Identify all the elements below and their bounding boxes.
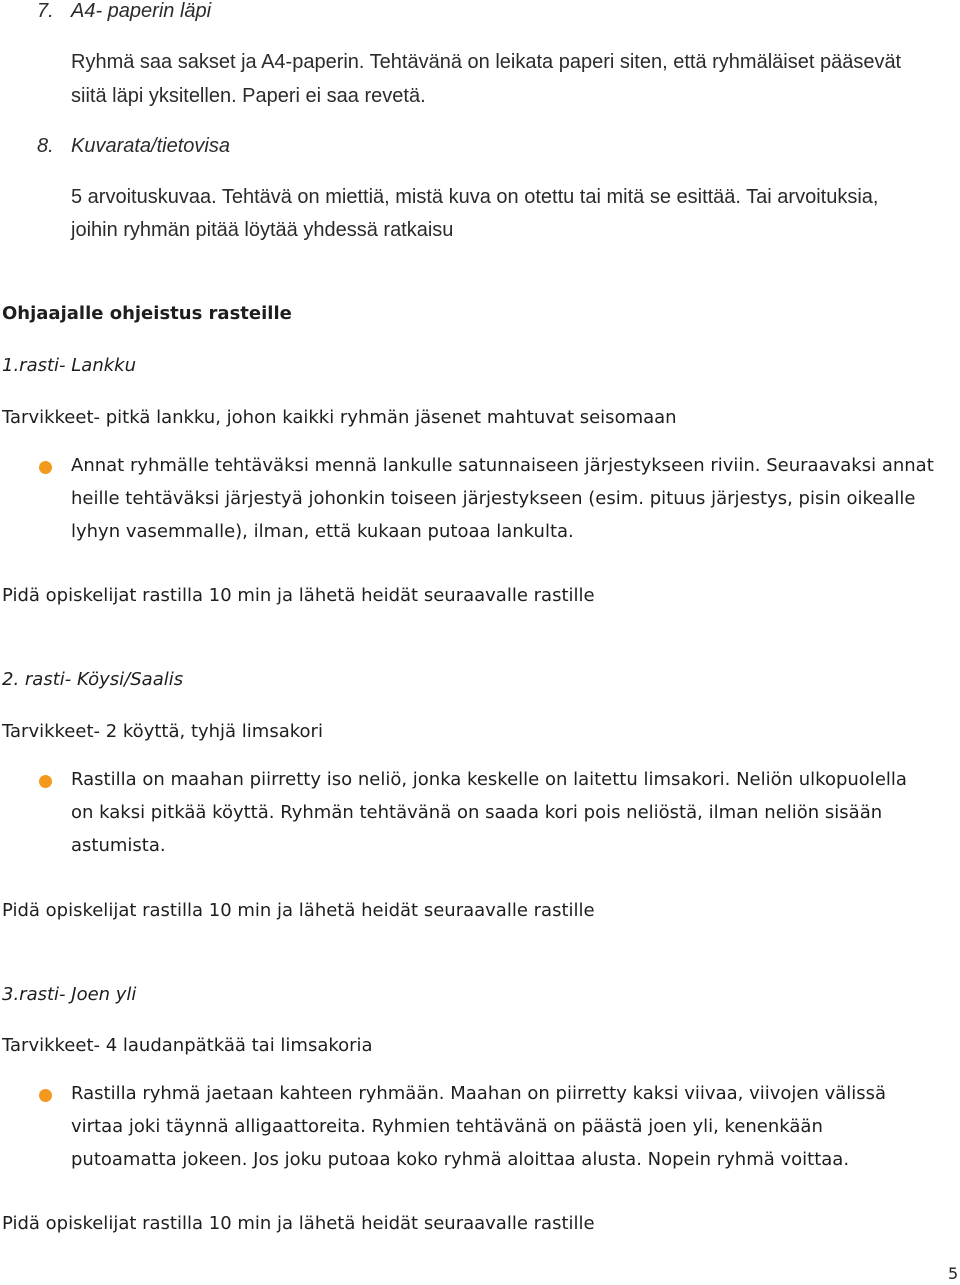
station-1-task-line-2: heille tehtäväksi järjestyä johonkin toiseen järjestykseen (esim. pituus järjestys, pisin oikealle [71, 488, 916, 509]
station-3-task-line-2: virtaa joki täynnä alligaattoreita. Ryhmien tehtävänä on päästä joen yli, kenenkään [71, 1116, 823, 1137]
list-item-8-text-line-2: joihin ryhmän pitää löytää yhdessä ratkaisu [71, 219, 454, 241]
station-3-task-line-3: putoamatta jokeen. Jos joku putoaa koko ryhmä aloittaa alusta. Nopein ryhmä voittaa. [71, 1149, 850, 1170]
station-2-task-line-3: astumista. [71, 835, 166, 856]
list-item-7-text-line-2: siitä läpi yksitellen. Paperi ei saa revetä. [71, 85, 426, 107]
station-3-note: Pidä opiskelijat rastilla 10 min ja lähetä heidät seuraavalle rastille [2, 1213, 595, 1234]
bullet-icon [39, 1089, 52, 1102]
station-2-note: Pidä opiskelijat rastilla 10 min ja lähetä heidät seuraavalle rastille [2, 900, 595, 921]
list-item-7-text-line-1: Ryhmä saa sakset ja A4-paperin. Tehtävänä on leikata paperi siten, että ryhmäläiset pääsevät [71, 51, 902, 73]
list-item-8-text-line-1: 5 arvoituskuvaa. Tehtävä on miettiä, mistä kuva on otettu tai mitä se esittää. Tai arvoituksia, [71, 186, 879, 208]
station-3-supplies: Tarvikkeet- 4 laudanpätkää tai limsakoria [2, 1035, 373, 1056]
list-item-7-title: A4- paperin läpi [71, 0, 212, 22]
page-number: 5 [948, 1264, 959, 1283]
station-2-task-line-2: on kaksi pitkää köyttä. Ryhmän tehtävänä on saada kori pois neliöstä, ilman neliön sisään [71, 802, 883, 823]
station-2-task-line-1: Rastilla on maahan piirretty iso neliö, jonka keskelle on laitettu limsakori. Neliön ulkopuolella [71, 769, 907, 790]
list-item-8-number: 8. [37, 135, 54, 157]
station-1-note: Pidä opiskelijat rastilla 10 min ja lähetä heidät seuraavalle rastille [2, 585, 595, 606]
station-1-supplies: Tarvikkeet- pitkä lankku, johon kaikki ryhmän jäsenet mahtuvat seisomaan [2, 407, 677, 428]
station-1-task-line-3: lyhyn vasemmalle), ilman, että kukaan putoaa lankulta. [71, 521, 574, 542]
station-3-title: 3.rasti- Joen yli [2, 984, 137, 1005]
station-1-task-line-1: Annat ryhmälle tehtäväksi mennä lankulle satunnaiseen järjestykseen riviin. Seuraavaksi annat [71, 455, 934, 476]
guide-heading: Ohjaajalle ohjeistus rasteille [2, 303, 292, 324]
station-1-title: 1.rasti- Lankku [2, 355, 136, 376]
list-item-8-title: Kuvarata/tietovisa [71, 135, 230, 157]
list-item-7-number: 7. [37, 0, 54, 22]
station-2-title: 2. rasti- Köysi/Saalis [2, 669, 184, 690]
station-3-task-line-1: Rastilla ryhmä jaetaan kahteen ryhmään. Maahan on piirretty kaksi viivaa, viivojen välissä [71, 1083, 887, 1104]
bullet-icon [39, 461, 52, 474]
bullet-icon [39, 775, 52, 788]
station-2-supplies: Tarvikkeet- 2 köyttä, tyhjä limsakori [2, 721, 323, 742]
